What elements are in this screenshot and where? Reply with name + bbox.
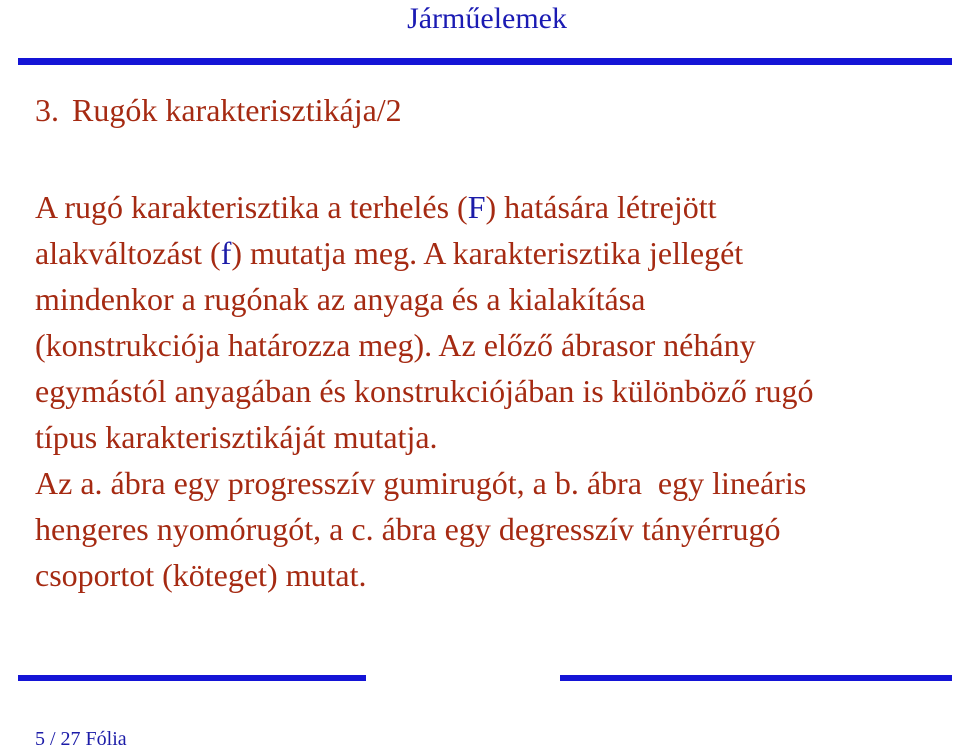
body-text-segment: A rugó karakterisztika a terhelés ( (35, 189, 468, 225)
body-line-1 (35, 184, 935, 230)
body-line-3: mindenkor a rugónak az anyaga és a kialakítása (35, 281, 646, 317)
body-line-4: (konstrukciója határozza meg). Az előző ábrasor néhány (35, 327, 756, 363)
deformation-symbol: f (220, 235, 232, 271)
body-line-6: típus karakterisztikáját mutatja. (35, 419, 438, 455)
force-symbol: F (467, 189, 486, 225)
page-indicator: 5 / 27 Fólia (35, 728, 127, 750)
body-line-7: Az a. ábra egy progresszív gumirugót, a b. ábra egy lineáris (35, 465, 807, 501)
bottom-divider-right (560, 675, 952, 681)
header-title: Járműelemek (407, 2, 567, 35)
body-line-8: hengeres nyomórugót, a c. ábra egy degresszív tányérrugó (35, 511, 781, 547)
section-number: 3. (35, 92, 59, 128)
body-text-segment: ) hatására létrejött (485, 189, 717, 225)
top-divider (18, 58, 952, 65)
body-line-2 (35, 230, 935, 276)
body-text-segment: ) mutatja meg. A karakterisztika jellegét (231, 235, 744, 271)
section-title (35, 92, 402, 129)
body-line-9: csoportot (köteget) mutat. (35, 557, 367, 593)
section-title-text: Rugók karakterisztikája/2 (72, 92, 402, 128)
body-paragraph (35, 184, 935, 598)
bottom-divider-left (18, 675, 366, 681)
body-line-5: egymástól anyagában és konstrukciójában is különböző rugó (35, 373, 814, 409)
body-text-segment: alakváltozást ( (35, 235, 221, 271)
